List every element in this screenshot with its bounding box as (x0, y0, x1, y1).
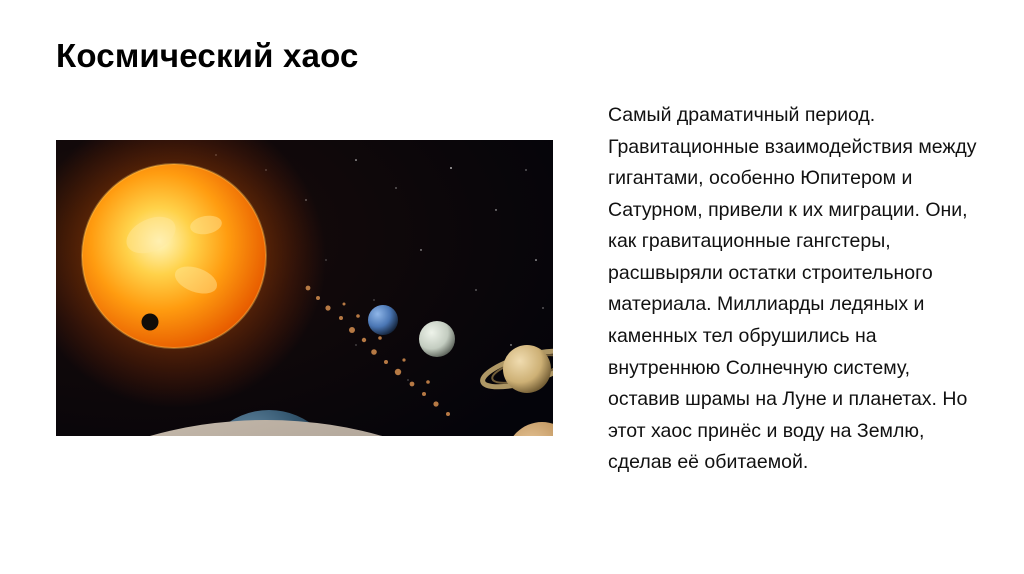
solar-system-illustration (56, 140, 553, 436)
ice-giant-pale (419, 321, 455, 357)
page-title: Космический хаос (56, 37, 359, 74)
solar-system-illustration-svg (56, 140, 553, 436)
body-paragraph: Самый драматичный период. Гравитационные взаимодействия между гигантами, особенно Юпитером и Сатурном, привели к их миграции. Они, как гравитационные гангстеры, расшвыряли остатки строительного материала. Миллиарды ледяных и каменных тел обрушились на внутреннюю Солнечную систему, оставив шрамы на Луне и планетах. Но этот хаос принёс и воду на Землю, сделав её обитаемой. (608, 104, 982, 474)
ice-giant-blue (368, 305, 398, 335)
